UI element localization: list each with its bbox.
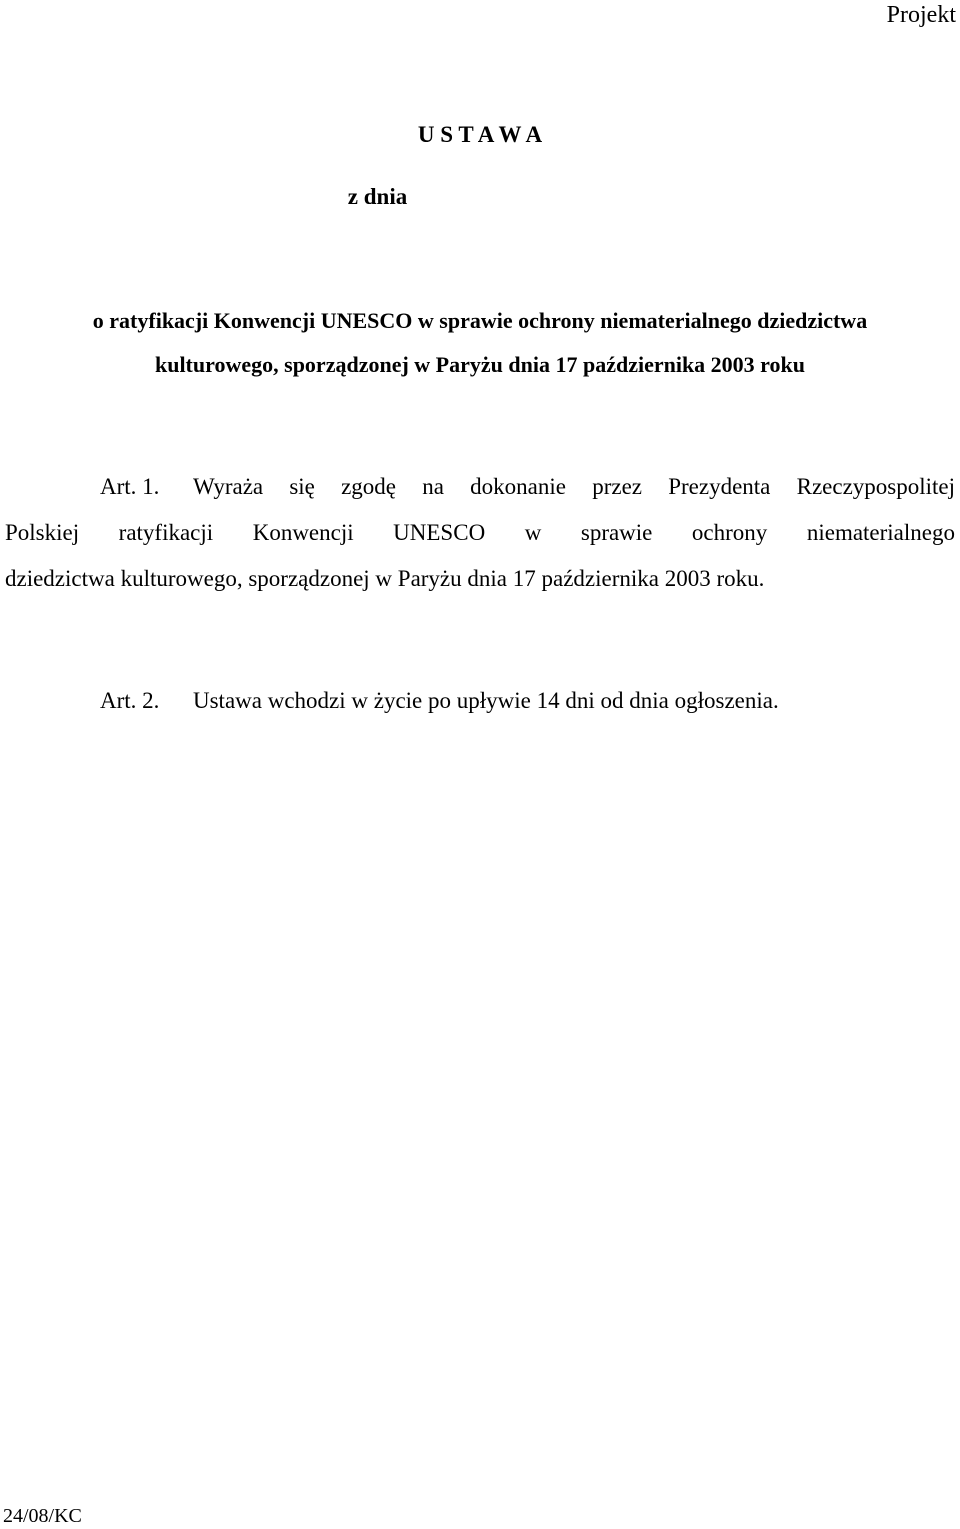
article-1-line-1: Wyraża się zgodę na dokonanie przez Prezydenta Rzeczypospolitej [193,474,955,499]
article-2-label: Art. 2. [100,688,160,713]
article-1-line-2: Polskiej ratyfikacji Konwencji UNESCO w sprawie ochrony niematerialnego [5,520,955,545]
document-title-line-1: o ratyfikacji Konwencji UNESCO w sprawie ochrony niematerialnego dziedzictwa [92,308,868,333]
article-2-line-1: Ustawa wchodzi w życie po upływie 14 dni od dnia ogłoszenia. [193,688,779,713]
document-title-line-2: kulturowego, sporządzonej w Paryżu dnia 17 października 2003 roku [154,352,806,377]
article-1-line-3: dziedzictwa kulturowego, sporządzonej w Paryżu dnia 17 października 2003 roku. [5,566,765,591]
date-line: z dnia [347,184,408,209]
article-1-label: Art. 1. [100,474,160,499]
draft-label: Projekt [886,2,956,28]
document-type-title: U S T A W A [417,122,543,147]
document-code: 24/08/KC [3,1505,82,1527]
